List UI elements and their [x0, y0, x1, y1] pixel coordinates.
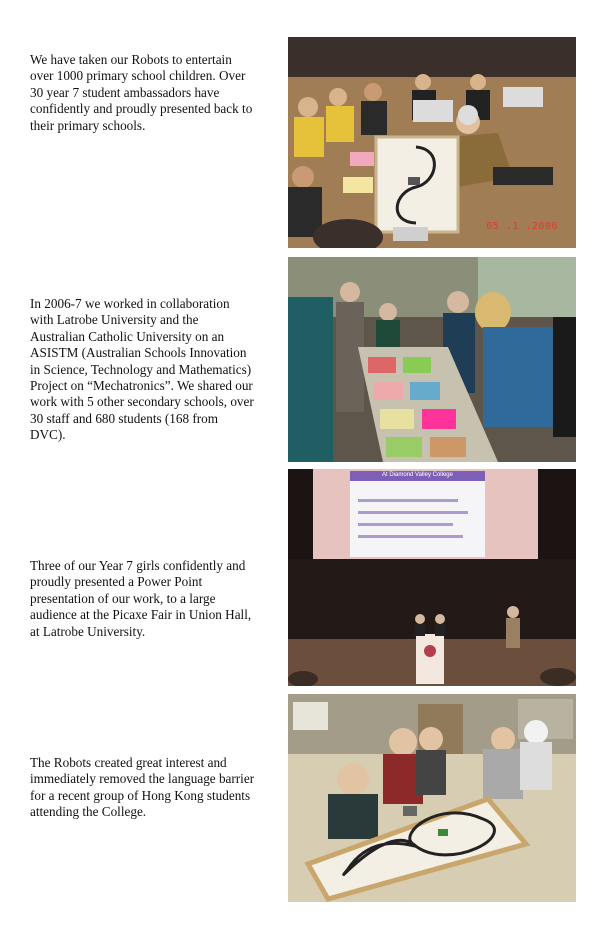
paragraph-hong-kong-students: The Robots created great interest and immediately removed the language barrier for a recent group of Hong Kong students attending the College. — [30, 755, 255, 820]
photo-robot-demo-primary-school — [288, 37, 576, 248]
paragraph-picaxe-fair: Three of our Year 7 girls confidently and proudly presented a Power Point presentation of our work, to a large audience at the Picaxe Fair in Union Hall, at Latrobe University. — [30, 558, 252, 639]
photo-robot-demo-graphic — [288, 37, 576, 248]
photo-picaxe-fair-presentation — [288, 469, 576, 686]
photo-mechatronics-workshop — [288, 257, 576, 462]
slide-title: At Diamond Valley College — [382, 472, 453, 478]
photo-workshop-graphic — [288, 257, 576, 462]
photo-date-stamp: 05 .1 .2006 — [486, 221, 558, 232]
paragraph-primary-school-visits: We have taken our Robots to entertain over 1000 primary school children. Over 30 year 7 student ambassadors have confidently and proudly presented back to their primary schools. — [30, 52, 253, 133]
photo-students-graphic — [288, 694, 576, 902]
paragraph-asistm-collaboration: In 2006-7 we worked in collaboration with Latrobe University and the Australian Catholic University on an ASISTM (Australian Schools Innovation in Science, Technology and Mathematics) Project on “Mechatronics”. We shared our work with 5 other secondary schools, over 30 staff and 680 students (168 from DVC). — [30, 296, 254, 443]
photo-presentation-graphic — [288, 469, 576, 686]
photo-hong-kong-students — [288, 694, 576, 902]
